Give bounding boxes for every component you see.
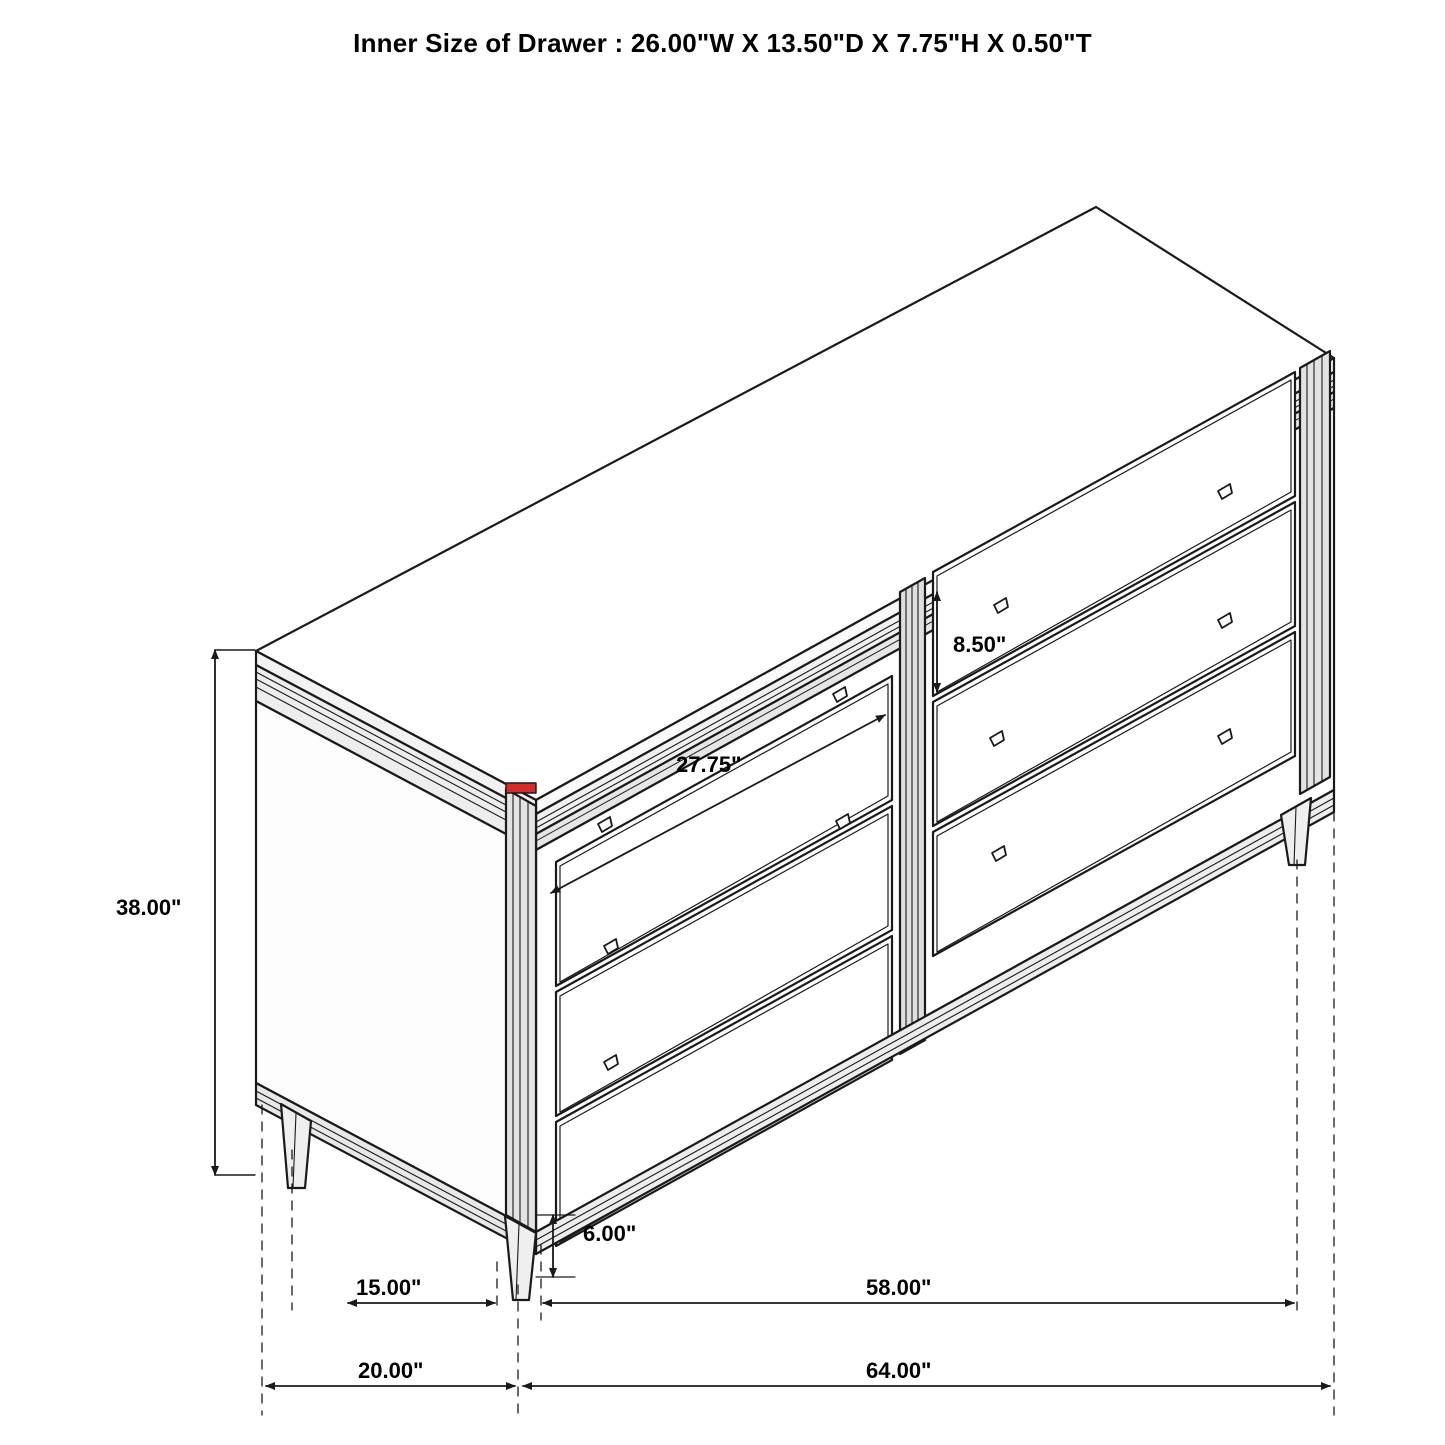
label-leg-height: 6.00" bbox=[583, 1221, 637, 1246]
right-corner-post bbox=[1300, 351, 1330, 794]
label-overall-width: 64.00" bbox=[866, 1358, 932, 1383]
label-front-width: 58.00" bbox=[866, 1275, 932, 1300]
label-drawer-front-height: 8.50" bbox=[953, 632, 1007, 657]
label-drawer-diagonal: 27.75" bbox=[676, 752, 742, 777]
label-overall-height: 38.00" bbox=[116, 895, 182, 920]
diagram-title: Inner Size of Drawer : 26.00"W X 13.50"D X 7.75"H X 0.50"T bbox=[353, 28, 1092, 58]
dim-overall-height bbox=[215, 650, 255, 1175]
center-stile bbox=[900, 578, 925, 1054]
label-side-depth: 15.00" bbox=[356, 1275, 422, 1300]
label-overall-depth: 20.00" bbox=[358, 1358, 424, 1383]
front-corner-post bbox=[506, 783, 536, 1232]
